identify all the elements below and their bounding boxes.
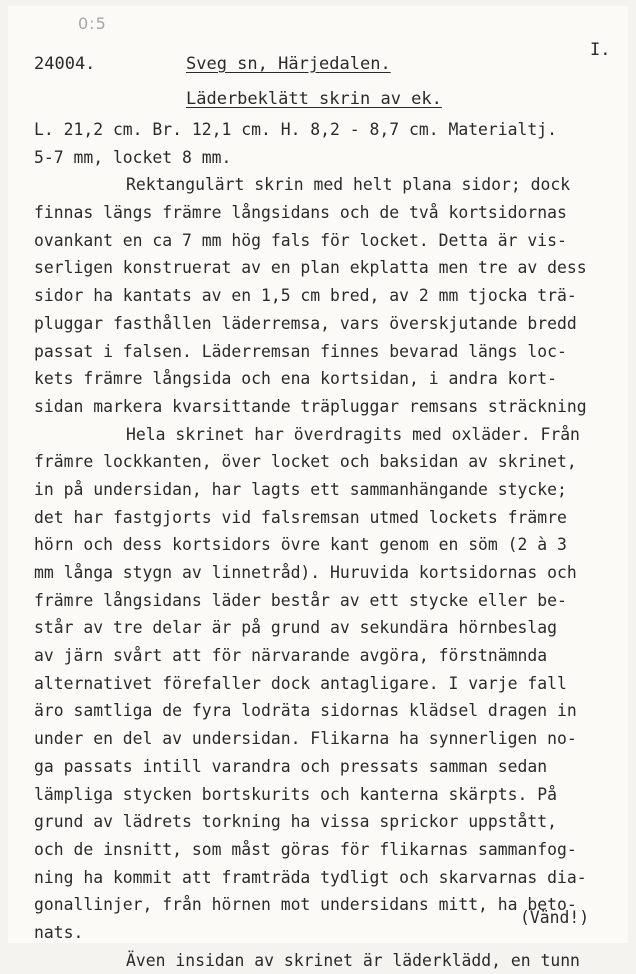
text-line: och de insnitt, som måst göras för flikarnas sammanfog- — [34, 839, 577, 859]
text-line: Även insidan av skrinet är läderklädd, en tunn — [126, 950, 580, 970]
text-line: ga passats intill varandra och pressats samman sedan — [34, 756, 548, 776]
text-line: sidan markera kvarsittande träpluggar remsans sträckning — [34, 396, 587, 416]
catalog-card — [8, 6, 628, 970]
text-line: passat i falsen. Läderremsan finnes bevarad längs loc- — [34, 341, 567, 361]
catalog-number: 24004. — [34, 54, 96, 74]
text-line: gonallinjer, från hörnen mot undersidans mitt, ha beto- — [34, 895, 577, 915]
text-line: nats. — [34, 922, 84, 942]
text-line: sidor ha kantats av en 1,5 cm bred, av 2 mm tjocka trä- — [34, 286, 577, 306]
text-line: Hela skrinet har överdragits med oxläder. Från — [126, 424, 580, 444]
pencil-mark: 0:5 — [78, 14, 107, 33]
text-line: det har fastgjorts vid falsremsan utmed lockets främre — [34, 507, 567, 527]
text-line: ovankant en ca 7 mm hög fals för locket. Detta är vis- — [34, 230, 567, 250]
text-line: under en del av undersidan. Flikarna ha synnerligen no- — [34, 729, 577, 749]
text-line: alternativet förefaller dock antagligare. I varje fall — [34, 673, 567, 693]
text-line: kets främre långsida och ena kortsidan, i andra kort- — [34, 369, 558, 389]
page-number: I. — [590, 40, 611, 60]
text-line: hörn och dess kortsidors övre kant genom en söm (2 à 3 — [34, 535, 567, 555]
text-line: L. 21,2 cm. Br. 12,1 cm. H. 8,2 - 8,7 cm. Materialtj. — [34, 120, 558, 139]
text-line: står av tre delar är på grund av sekundära hörnbeslag — [34, 618, 558, 638]
text-line: främre lockkanten, över locket och baksidan av skrinet, — [34, 452, 577, 472]
description-text — [34, 116, 614, 974]
text-line: pluggar fasthållen läderremsa, vars överskjutande bredd — [34, 313, 577, 333]
text-line: mm långa stygn av linnetråd). Huruvida kortsidornas och — [34, 563, 577, 582]
text-line: äro samtliga de fyra lodräta sidornas klädsel dragen in — [34, 701, 577, 721]
text-line: lämpliga stycken bortskurits och kanterna skärpts. På — [34, 784, 558, 804]
turn-page-note: (Vänd!) — [520, 908, 590, 927]
text-line: 5-7 mm, locket 8 mm. — [34, 147, 232, 167]
text-line: av järn svårt att för närvarande avgöra, förstnämnda — [34, 646, 548, 666]
text-line: serligen konstruerat av en plan ekplatta men tre av dess — [34, 258, 587, 278]
text-line: grund av lädrets torkning ha vissa sprickor uppstått, — [34, 812, 558, 832]
text-line: främre långsidans läder består av ett stycke eller be- — [34, 590, 567, 610]
object-title: Läderbeklätt skrin av ek. — [186, 89, 442, 109]
text-line: finnas längs främre långsidans och de två kortsidornas — [34, 203, 567, 223]
text-line: in på undersidan, har lagts ett sammanhängande stycke; — [34, 479, 567, 499]
text-line: ning ha kommit att framträda tydligt och skarvarnas dia- — [34, 867, 587, 887]
place-heading: Sveg sn, Härjedalen. — [186, 54, 391, 74]
text-line: Rektangulärt skrin med helt plana sidor; dock — [126, 175, 571, 195]
